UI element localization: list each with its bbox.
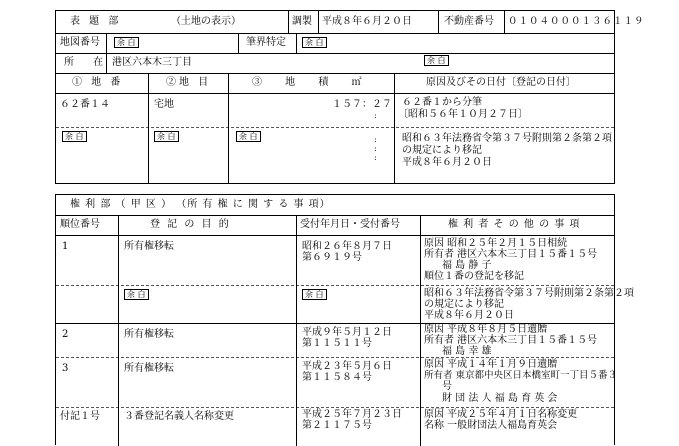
- row4-s1: 原因 平成２５年４月１日名称変更: [424, 409, 578, 420]
- shozai-yohaku: 余 白: [424, 55, 449, 66]
- r2-gen1: 昭和６３年法務省令第３７号附則第２条第２項: [402, 133, 612, 144]
- row3-uke2: 第１１５８４号: [302, 372, 372, 383]
- r1-chiseki: １５７：２７: [332, 99, 392, 110]
- row2-uke1: 平成９年５月１２日: [302, 327, 392, 338]
- r2-yohaku-chiseki: 余 白: [236, 131, 261, 142]
- col-sonota: 権 利 者 そ の 他 の 事 項: [448, 219, 581, 230]
- row1b-s3: 平成８年６月２０日: [424, 310, 514, 321]
- row1b-yohaku-mokuteki: 余 白: [124, 289, 149, 300]
- kenri-section: [55, 194, 634, 445]
- fudosan-label: 不動産番号: [444, 16, 494, 27]
- r1-chiban: ６２番１４: [60, 99, 110, 110]
- fudosan-number: ０１０４０００１３６１１９: [508, 16, 645, 27]
- hyodai-section: [55, 10, 645, 184]
- row4-mokuteki: ３番登記名義人名称変更: [124, 411, 234, 422]
- hyodai-title: 表 題 部: [70, 16, 122, 27]
- row1-s2: 所有者 港区六本木三丁目１５番１５号: [424, 249, 598, 260]
- hyodai-header-row: [56, 11, 645, 34]
- shozai-row: [56, 53, 614, 74]
- row1-mokuteki: 所有権移転: [124, 241, 174, 252]
- r2-yohaku-chimoku: 余 白: [154, 131, 179, 142]
- row3-s3: 財 団 法 人 福 島 育 英 会: [442, 393, 558, 404]
- row4-uke2: 第２１１７５号: [302, 420, 372, 431]
- kenri-col-header: [56, 215, 614, 236]
- col-gen: 原因及びその日付〔登記の日付〕: [426, 77, 576, 88]
- r2-yohaku-chiban: 余 白: [62, 131, 87, 142]
- row3-mokuteki: 所有権移転: [124, 363, 174, 374]
- row1b-s1: 昭和６３年法務省令第３７号附則第２条第２項: [424, 288, 634, 299]
- row3-s2b: 号: [442, 381, 452, 392]
- r2-dots: : : :: [374, 135, 377, 162]
- row3-s1: 原因 平成１４年１月９日遺贈: [424, 359, 558, 370]
- row1-jun: 1: [62, 241, 69, 252]
- shozai-label: 所 在: [64, 57, 112, 68]
- col-chimoku: ②地 目: [166, 77, 212, 88]
- chosei-date: 平成８年６月２０日: [322, 16, 412, 27]
- hyodai-row-2: [56, 127, 614, 183]
- row2-s3: 福 島 幸 雄: [442, 346, 492, 357]
- r1-chimoku: 宅地: [154, 99, 174, 110]
- col-chiseki: ③ 地 積 ㎡: [252, 77, 372, 88]
- shozai-value: 港区六本木三丁目: [112, 57, 192, 68]
- row3-s2: 所有者 東京都中央区日本橋室町一丁目５番３: [424, 370, 618, 381]
- row1b-s2: の規定により移記: [424, 299, 504, 310]
- hyodai-row-1: [56, 93, 614, 128]
- col-jun: 順位番号: [60, 219, 100, 230]
- row1-uke1: 昭和２６年８月７日: [302, 241, 392, 252]
- chizu-yohaku: 余 白: [114, 37, 139, 48]
- hyodai-col-header: [56, 73, 614, 94]
- kenri-title: 権 利 部 （ 甲 区 ） （所 有 権 に 関 す る 事 項）: [70, 199, 331, 210]
- col-chiban: ① 地 番: [72, 77, 124, 88]
- chizu-row: [56, 33, 614, 54]
- row4-jun: 付記１号: [60, 411, 100, 422]
- row4-s2: 名称 一般財団法人福島育英会: [424, 420, 558, 431]
- r2-gen3: 平成８年６月２０日: [402, 157, 492, 168]
- kenri-row-2: [56, 323, 614, 358]
- hyodai-subtitle: （土地の表示）: [171, 16, 241, 27]
- kenri-title-row: [56, 195, 614, 216]
- row1-s3: 福 島 静 子: [442, 260, 492, 271]
- row1-s4: 順位１番の登記を移記: [424, 271, 524, 282]
- row4-uke1: 平成２５年７月２３日: [302, 409, 402, 420]
- row3-uke1: 平成２３年５月６日: [302, 361, 392, 372]
- col-mokuteki: 登 記 の 目 的: [150, 219, 231, 230]
- chizu-label: 地図番号: [60, 37, 100, 48]
- chosei-label: 調製: [292, 16, 312, 27]
- kenri-row-3: [56, 357, 618, 408]
- col-uketsuke: 受付年月日・受付番号: [300, 219, 400, 230]
- kenri-row-1b: [56, 285, 634, 324]
- row1-s1: 原因 昭和２５年２月１５日相続: [424, 238, 568, 249]
- row2-uke2: 第１１５１１号: [302, 338, 372, 349]
- kenri-row-4: [56, 407, 614, 446]
- row2-s1: 原因 平成８年８月５日遺贈: [424, 324, 548, 335]
- row2-jun: 2: [62, 329, 69, 340]
- r2-gen2: の規定により移記: [402, 145, 482, 156]
- hikkai-label: 筆界特定: [246, 37, 286, 48]
- row2-s2: 所有者 港区六本木三丁目１５番１５号: [424, 335, 598, 346]
- row1b-yohaku-uke: 余 白: [302, 289, 327, 300]
- row2-mokuteki: 所有権移転: [124, 329, 174, 340]
- row1-uke2: 第６９１９号: [302, 252, 362, 263]
- r1-dots: :: [374, 111, 377, 120]
- kenri-row-1: [56, 235, 614, 286]
- hikkai-yohaku: 余 白: [302, 37, 327, 48]
- r1-gen2: 〔昭和５６年１０月２７日〕: [398, 109, 528, 120]
- row3-jun: 3: [62, 363, 69, 374]
- r1-gen1: ６２番１から分筆: [402, 97, 482, 108]
